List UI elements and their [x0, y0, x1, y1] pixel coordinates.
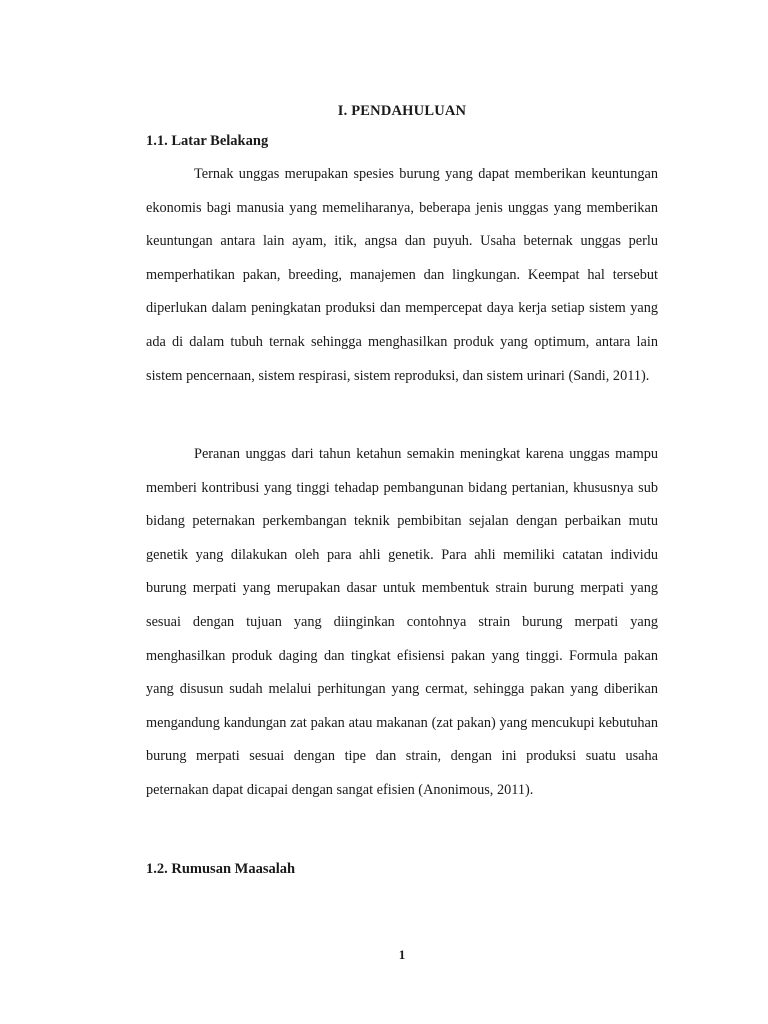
section-heading-rumusan-masalah: 1.2. Rumusan Maasalah [146, 861, 296, 877]
body-paragraph: Peranan unggas dari tahun ketahun semakin meningkat karena unggas mampu memberi kontribusi yang tinggi tehadap pembangunan bidang pertanian, khususnya sub bidang peternakan perkembangan teknik pembibitan sejalan dengan perbaikan mutu genetik yang dilakukan oleh para ahli genetik. Para ahli memiliki catatan individu burung merpati yang merupakan dasar untuk membentuk strain burung merpati yang sesuai dengan tujuan yang diinginkan contohnya strain burung merpati yang menghasilkan produk daging dan tingkat efisiensi pakan yang tinggi. Formula pakan yang disusun sudah melalui perhitungan yang cermat, sehingga pakan yang diberikan mengandung kandungan zat pakan atau makanan (zat pakan) yang mencukupi kebutuhan burung merpati sesuai dengan tipe dan strain, dengan ini produksi suatu usaha peternakan dapat dicapai dengan sangat efisien (Anonimous, 2011). [146, 446, 658, 798]
page-number: 1 [398, 947, 406, 962]
chapter-title: I. PENDAHULUAN [337, 103, 467, 119]
section-heading-latar-belakang: 1.1. Latar Belakang [146, 133, 269, 149]
body-paragraph: Ternak unggas merupakan spesies burung yang dapat memberikan keuntungan ekonomis bagi manusia yang memeliharanya, beberapa jenis unggas yang memberikan keuntungan antara lain ayam, itik, angsa dan puyuh. Usaha beternak unggas perlu memperhatikan pakan, breeding, manajemen dan lingkungan. Keempat hal tersebut diperlukan dalam peningkatan produksi dan mempercepat daya kerja setiap sistem yang ada di dalam tubuh ternak sehingga menghasilkan produk yang optimum, antara lain sistem pencernaan, sistem respirasi, sistem reproduksi, dan sistem urinari (Sandi, 2011). [146, 166, 658, 384]
